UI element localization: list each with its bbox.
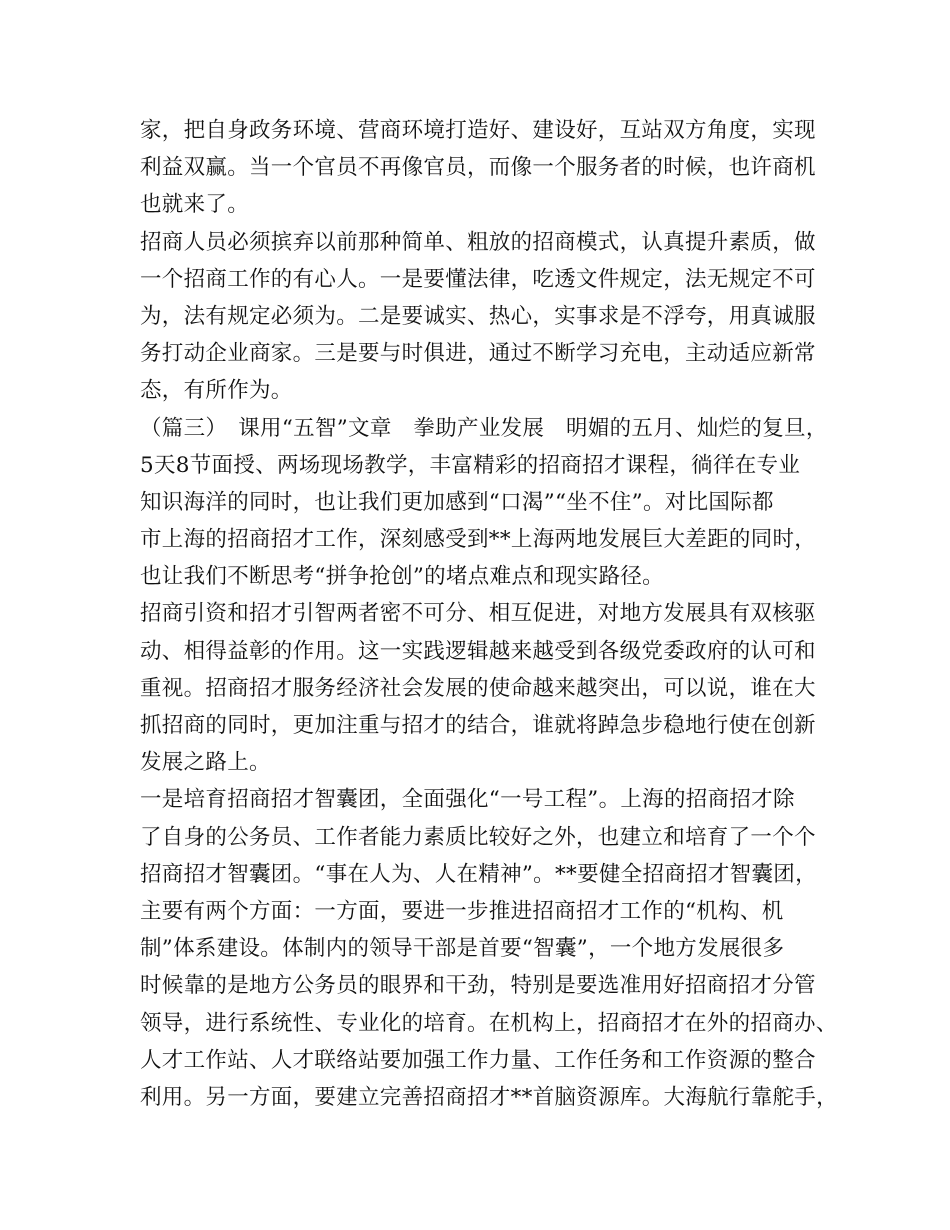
text-line: 利益双赢。当一个官员不再像官员，而像一个服务者的时候，也许商机 [140,155,816,181]
text-line: 家，把自身政务环境、营商环境打造好、建设好，互站双方角度，实现 [140,118,816,143]
text-line: 务打动企业商家。三是要与时俱进，通过不断学习充电，主动适应新常 [140,341,816,367]
text-line: 动、相得益彰的作用。这一实践逻辑越来越受到各级党委政府的认可和 [140,638,816,664]
text-line: 市上海的招商招才工作，深刻感受到**上海两地发展巨大差距的同时， [140,527,817,553]
text-line: 一个招商工作的有心人。一是要懂法律，吃透文件规定，法无规定不可 [140,266,816,292]
text-line: 时候靠的是地方公务员的眼界和干劲，特别是要选准用好招商招才分管 [140,973,816,999]
text-line: 发展之路上。 [140,750,271,776]
text-line: 领导，进行系统性、专业化的培育。在机构上，招商招才在外的招商办、 [140,1010,838,1036]
text-line: 利用。另一方面，要建立完善招商招才**首脑资源库。大海航行靠舵手， [140,1084,838,1110]
text-line: 抓招商的同时，更加注重与招才的结合，谁就将踔急步稳地行使在创新 [140,713,816,738]
text-line: 主要有两个方面：一方面，要进一步推进招商招才工作的“机构、机 [140,898,784,924]
text-line: 招商引资和招才引智两者密不可分、相互促进，对地方发展具有双核驱 [140,601,816,627]
text-line: 也让我们不断思考“拼争抢创”的堵点难点和现实路径。 [140,564,664,590]
text-line: 为，法有规定必须为。二是要诚实、热心，实事求是不浮夸，用真诚服 [140,303,816,329]
text-line: 一是培育招商招才智囊团，全面强化“一号工程”。上海的招商招才除 [140,787,795,813]
text-line: 重视。招商招才服务经济社会发展的使命越来越突出，可以说，谁在大 [140,675,816,701]
text-line: 制”体系建设。体制内的领导干部是首要“智囊”，一个地方发展很多 [140,936,785,962]
section-heading-line: （篇三） 课用“五智”文章 拳助产业发展 明媚的五月、灿烂的复旦， [140,415,828,441]
text-line: 人才工作站、人才联络站要加强工作力量、工作任务和工作资源的整合 [140,1047,816,1073]
document-body [140,112,838,1116]
text-line: 知识海洋的同时，也让我们更加感到“口渴”“坐不住”。对比国际都 [140,489,774,515]
text-line: 5天8节面授、两场现场教学，丰富精彩的招商招才课程，徜徉在专业 [140,452,801,478]
text-line: 态，有所作为。 [140,378,293,404]
text-line: 也就来了。 [140,192,250,218]
text-line: 招商招才智囊团。“事在人为、人在精神”。**要健全招商招才智囊团， [140,861,817,887]
text-line: 了自身的公务员、工作者能力素质比较好之外，也建立和培育了一个个 [140,824,816,850]
text-line: 招商人员必须摈弃以前那种简单、粗放的招商模式，认真提升素质，做 [140,229,816,255]
